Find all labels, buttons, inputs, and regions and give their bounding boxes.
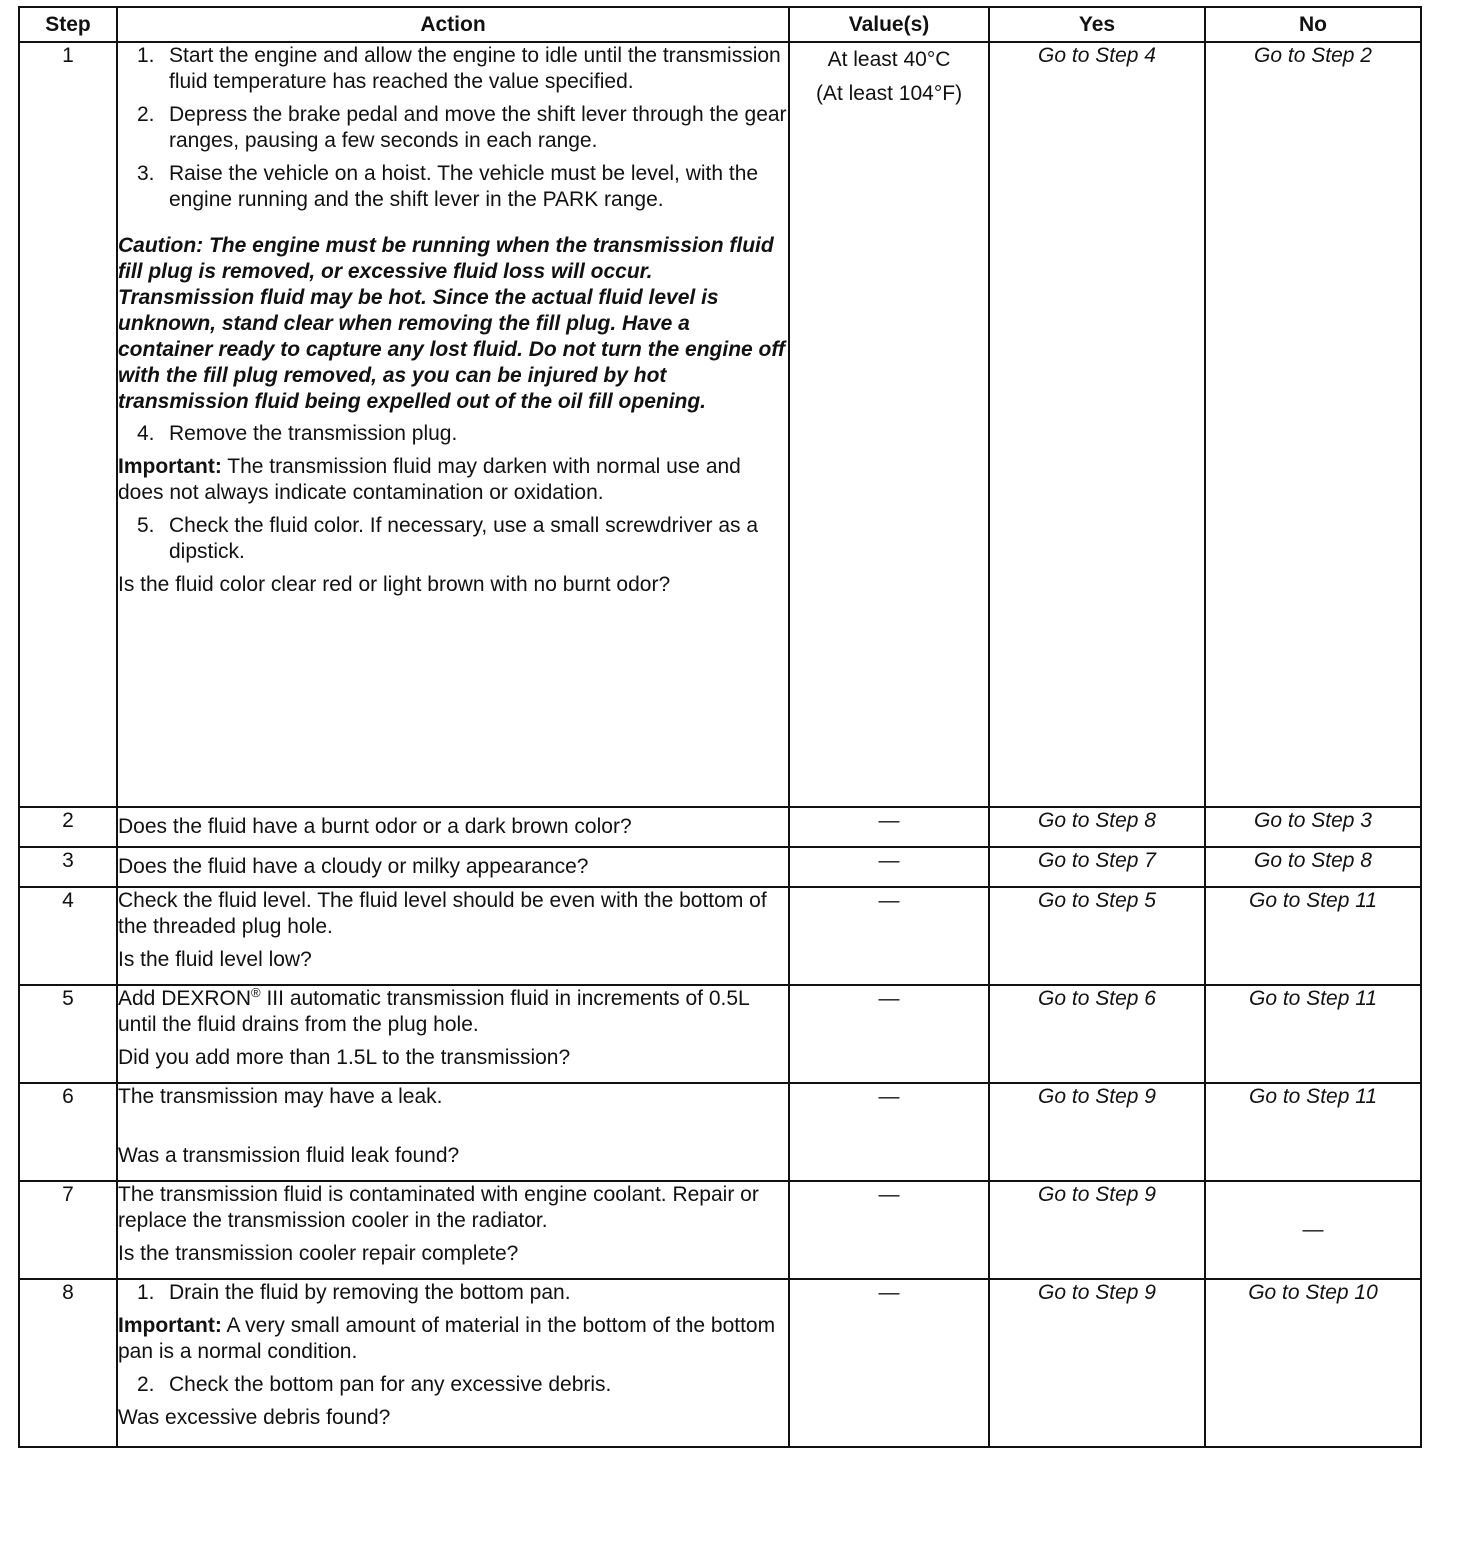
step-question: Did you add more than 1.5L to the transmission? — [118, 1046, 571, 1069]
step-question: Was excessive debris found? — [118, 1406, 391, 1429]
step-question: Is the fluid color clear red or light brown with no burnt odor? — [118, 573, 671, 596]
table-row — [19, 847, 1421, 887]
header-action: Action — [117, 7, 789, 42]
header-yes: Yes — [989, 7, 1205, 42]
table-row — [19, 985, 1421, 1083]
caution-note: Caution: The engine must be running when the transmission fluid fill plug is removed, or excessive fluid loss will occur. Transmission fluid may be hot. Since the actual fluid level is unknown, stand clear when removing the fill plug. Have a container ready to capture any lost fluid. Do not turn the engine off with the fill plug removed, as you can be injured by hot transmission fluid being expelled out of the oil fill opening. — [118, 234, 785, 413]
list-number: 5. — [137, 514, 155, 537]
list-text: Depress the brake pedal and move the shift lever through the gear ranges, pausing a few seconds in each range. — [169, 103, 787, 152]
important-label: Important: — [118, 455, 222, 478]
list-number: 1. — [137, 44, 155, 67]
table-row — [19, 1181, 1421, 1279]
step-number: 8 — [19, 1279, 117, 1447]
step-text: Check the fluid level. The fluid level should be even with the bottom of the threaded plug hole. — [118, 889, 767, 938]
list-item — [137, 102, 788, 154]
step-text — [118, 986, 788, 1038]
list-item — [137, 161, 788, 213]
value-cell: — — [789, 985, 989, 1083]
list-item — [137, 1372, 788, 1398]
list-text: Drain the fluid by removing the bottom pan. — [169, 1281, 571, 1304]
yes-link[interactable]: Go to Step 6 — [989, 985, 1205, 1083]
important-text: The transmission fluid may darken with normal use and does not always indicate contamination or oxidation. — [118, 455, 741, 504]
header-row — [19, 7, 1421, 42]
no-link[interactable]: Go to Step 11 — [1205, 1083, 1421, 1181]
list-text: Raise the vehicle on a hoist. The vehicle must be level, with the engine running and the shift lever in the PARK range. — [169, 162, 759, 211]
yes-link[interactable]: Go to Step 8 — [989, 807, 1205, 847]
value-cell: — — [789, 887, 989, 985]
step-text-pre: Add DEXRON — [118, 987, 252, 1010]
step-text: The transmission fluid is contaminated with engine coolant. Repair or replace the transmission cooler in the radiator. — [118, 1183, 759, 1232]
list-text: Check the bottom pan for any excessive debris. — [169, 1373, 612, 1396]
step-question: Is the transmission cooler repair complete? — [118, 1242, 519, 1265]
step-number: 3 — [19, 847, 117, 887]
list-text: Remove the transmission plug. — [169, 422, 458, 445]
list-item — [137, 421, 788, 447]
action-cell — [117, 985, 789, 1083]
important-label: Important: — [118, 1314, 222, 1337]
action-cell — [117, 1279, 789, 1447]
table-row — [19, 1279, 1421, 1447]
step-number: 5 — [19, 985, 117, 1083]
step-text: The transmission may have a leak. — [118, 1085, 443, 1108]
header-values: Value(s) — [789, 7, 989, 42]
value-cell — [789, 42, 989, 807]
list-number: 2. — [137, 1373, 155, 1396]
list-text: Start the engine and allow the engine to idle until the transmission fluid temperature has reached the value specified. — [169, 44, 781, 93]
action-cell — [117, 42, 789, 807]
registered-mark: ® — [251, 985, 261, 1000]
no-link[interactable]: Go to Step 3 — [1205, 807, 1421, 847]
value-cell: — — [789, 1181, 989, 1279]
no-link[interactable]: Go to Step 11 — [1205, 985, 1421, 1083]
step-question: Is the fluid level low? — [118, 948, 312, 971]
list-item — [137, 1280, 788, 1306]
no-value: — — [1205, 1181, 1421, 1279]
no-link[interactable]: Go to Step 11 — [1205, 887, 1421, 985]
yes-link[interactable]: Go to Step 9 — [989, 1083, 1205, 1181]
action-cell — [117, 887, 789, 985]
important-note — [118, 454, 788, 506]
value-celsius: At least 40°C — [827, 48, 951, 71]
step-question: Does the fluid have a burnt odor or a dark brown color? — [117, 807, 789, 847]
step-number: 1 — [19, 42, 117, 807]
yes-link[interactable]: Go to Step 5 — [989, 887, 1205, 985]
list-number: 4. — [137, 422, 155, 445]
header-no: No — [1205, 7, 1421, 42]
list-number: 2. — [137, 103, 155, 126]
list-text: Check the fluid color. If necessary, use a small screwdriver as a dipstick. — [169, 514, 759, 563]
no-link[interactable]: Go to Step 10 — [1205, 1279, 1421, 1447]
value-cell: — — [789, 1083, 989, 1181]
step-question: Was a transmission fluid leak found? — [118, 1144, 460, 1167]
step-number: 6 — [19, 1083, 117, 1181]
yes-link[interactable]: Go to Step 9 — [989, 1279, 1205, 1447]
step-number: 4 — [19, 887, 117, 985]
step-text-post: III automatic transmission fluid in increments of 0.5L until the fluid drains from the plug hole. — [118, 987, 749, 1036]
table-row — [19, 807, 1421, 847]
action-cell — [117, 1083, 789, 1181]
table-row — [19, 42, 1421, 807]
value-fahrenheit: (At least 104°F) — [815, 82, 963, 105]
important-note — [118, 1313, 788, 1365]
action-cell — [117, 1181, 789, 1279]
list-item — [137, 43, 788, 95]
header-step: Step — [19, 7, 117, 42]
no-link[interactable]: Go to Step 8 — [1205, 847, 1421, 887]
yes-link[interactable]: Go to Step 7 — [989, 847, 1205, 887]
step-question: Does the fluid have a cloudy or milky appearance? — [117, 847, 789, 887]
step-number: 2 — [19, 807, 117, 847]
table-row — [19, 1083, 1421, 1181]
yes-link[interactable]: Go to Step 9 — [989, 1181, 1205, 1279]
value-cell: — — [789, 807, 989, 847]
list-number: 3. — [137, 162, 155, 185]
important-text: A very small amount of material in the bottom of the bottom pan is a normal condition. — [118, 1314, 776, 1363]
list-number: 1. — [137, 1281, 155, 1304]
diagnostic-table — [18, 6, 1422, 1448]
no-link[interactable]: Go to Step 2 — [1205, 42, 1421, 807]
value-cell: — — [789, 847, 989, 887]
spacer — [118, 1117, 788, 1143]
list-item — [137, 513, 788, 565]
value-cell: — — [789, 1279, 989, 1447]
step-number: 7 — [19, 1181, 117, 1279]
table-row — [19, 887, 1421, 985]
yes-link[interactable]: Go to Step 4 — [989, 42, 1205, 807]
